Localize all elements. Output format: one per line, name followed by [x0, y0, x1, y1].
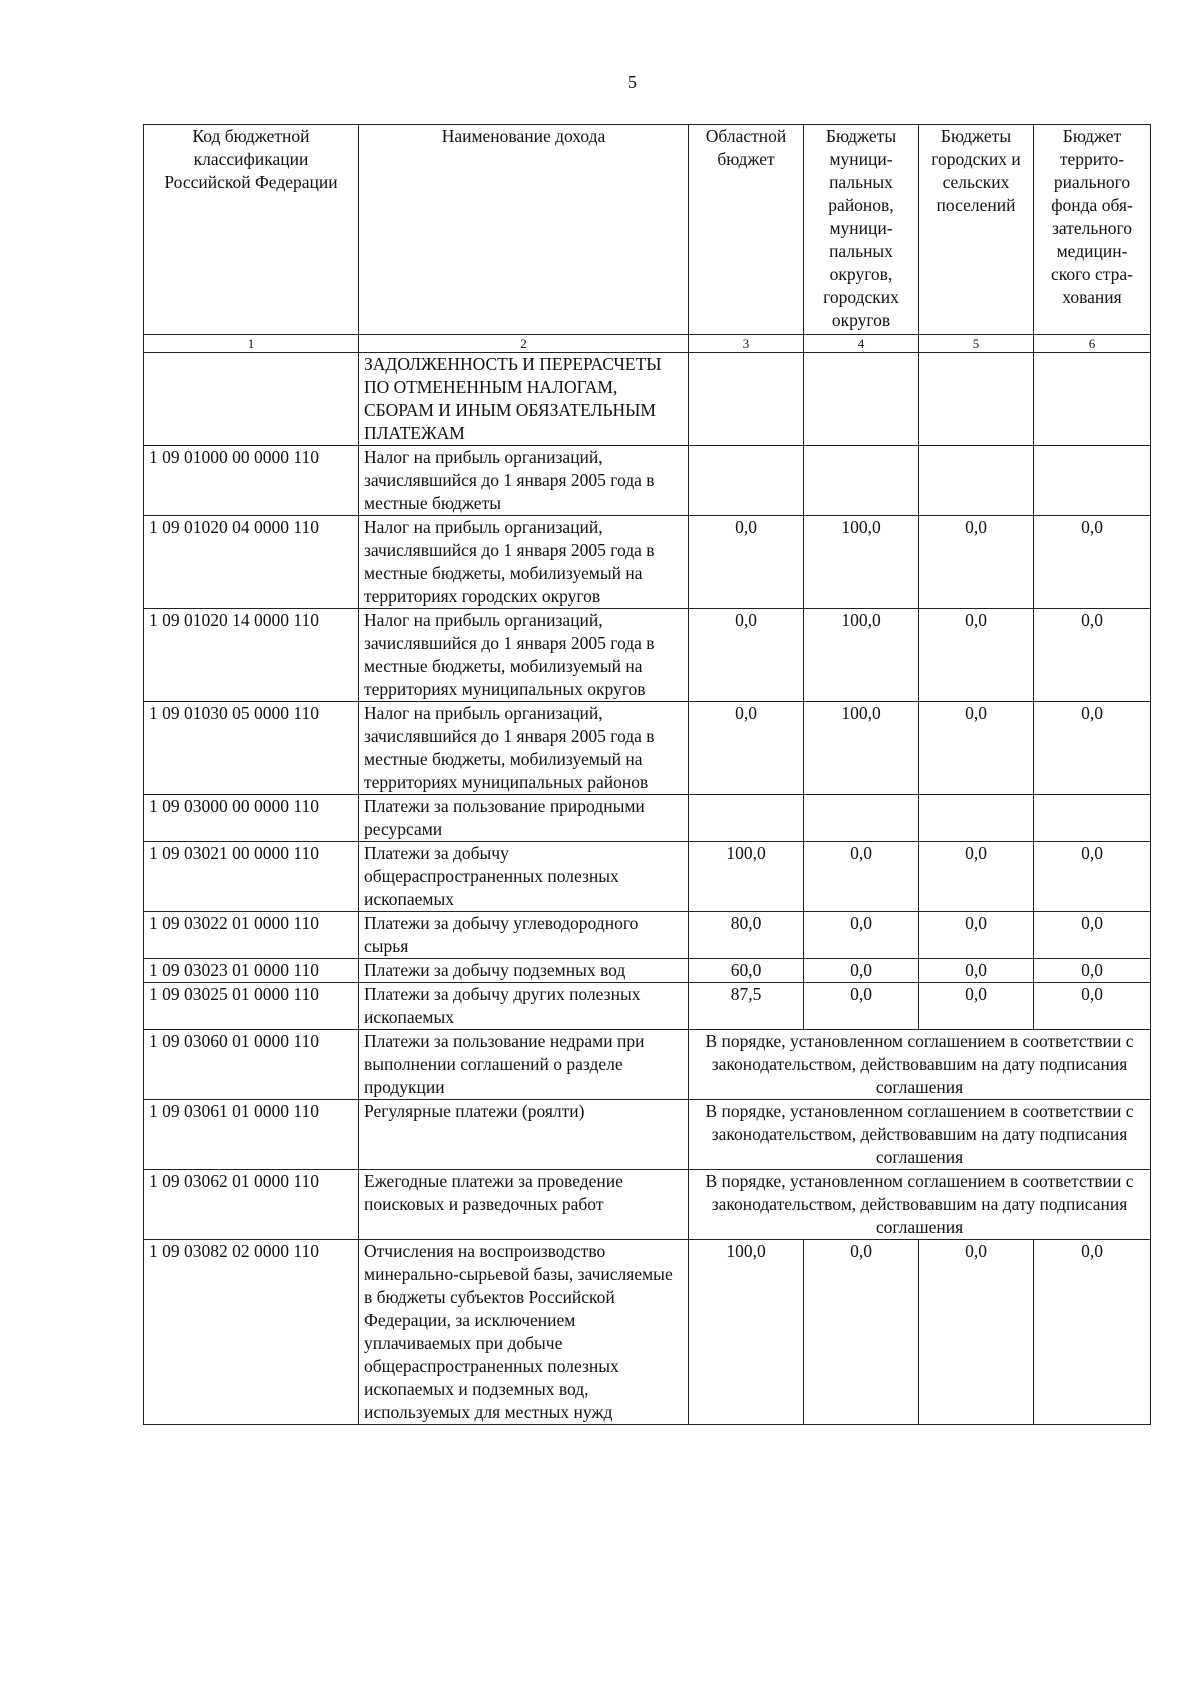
medical-fund-value: 0,0	[1034, 609, 1151, 702]
revenue-name-cell: Платежи за добычу других полезных ископаемых	[359, 983, 689, 1030]
settlement-budgets-value: 0,0	[919, 702, 1034, 795]
budget-code-cell: 1 09 03062 01 0000 110	[144, 1170, 359, 1240]
column-number: 2	[359, 335, 689, 353]
revenue-name-cell: Отчисления на воспроизводство минерально-сырьевой базы, зачисляемые в бюджеты субъектов Российской Федерации, за исключением уплачиваемых при добыче общераспространенных полезных ископаемых и подземных вод, используемых для местных нужд	[359, 1240, 689, 1425]
column-numbers-row	[144, 335, 1151, 353]
budget-code-cell: 1 09 03025 01 0000 110	[144, 983, 359, 1030]
settlement-budgets-value: 0,0	[919, 912, 1034, 959]
medical-fund-value: 0,0	[1034, 1240, 1151, 1425]
table-row	[144, 1030, 1151, 1100]
table-row	[144, 795, 1151, 842]
revenue-name-cell: Платежи за пользование природными ресурсами	[359, 795, 689, 842]
revenue-name-cell: Налог на прибыль организаций, зачислявшийся до 1 января 2005 года в местные бюджеты, мобилизуемый на территориях муниципальных округов	[359, 609, 689, 702]
settlement-budgets-value: 0,0	[919, 959, 1034, 983]
column-number: 4	[804, 335, 919, 353]
distribution-note-cell: В порядке, установленном соглашением в соответствии с законодательством, действовавшим на дату подписания соглашения	[689, 1170, 1151, 1240]
revenue-name-cell: Платежи за добычу общераспространенных полезных ископаемых	[359, 842, 689, 912]
regional-budget-value: 0,0	[689, 516, 804, 609]
regional-budget-value: 0,0	[689, 702, 804, 795]
column-number: 3	[689, 335, 804, 353]
table-row	[144, 1170, 1151, 1240]
medical-fund-value: 0,0	[1034, 842, 1151, 912]
budget-code-cell: 1 09 03022 01 0000 110	[144, 912, 359, 959]
medical-fund-value: 0,0	[1034, 516, 1151, 609]
budget-code-cell: 1 09 03000 00 0000 110	[144, 795, 359, 842]
medical-fund-value: 0,0	[1034, 702, 1151, 795]
regional-budget-value: 80,0	[689, 912, 804, 959]
table-row	[144, 959, 1151, 983]
revenue-name-cell: Ежегодные платежи за проведение поисковых и разведочных работ	[359, 1170, 689, 1240]
table-row	[144, 983, 1151, 1030]
header-row	[144, 125, 1151, 335]
regional-budget-value: 87,5	[689, 983, 804, 1030]
column-number: 6	[1034, 335, 1151, 353]
revenue-name-cell: Налог на прибыль организаций, зачислявшийся до 1 января 2005 года в местные бюджеты, мобилизуемый на территориях городских округов	[359, 516, 689, 609]
table-row	[144, 702, 1151, 795]
settlement-budgets-value	[919, 353, 1034, 446]
municipal-budgets-value: 0,0	[804, 959, 919, 983]
medical-fund-value: 0,0	[1034, 959, 1151, 983]
distribution-note-cell: В порядке, установленном соглашением в соответствии с законодательством, действовавшим на дату подписания соглашения	[689, 1030, 1151, 1100]
header-regional-budget: Областной бюджет	[689, 125, 804, 335]
table-row	[144, 912, 1151, 959]
header-settlement-budgets: Бюджеты городских и сельских поселений	[919, 125, 1034, 335]
municipal-budgets-value: 100,0	[804, 702, 919, 795]
budget-code-cell: 1 09 01020 14 0000 110	[144, 609, 359, 702]
table-row	[144, 446, 1151, 516]
municipal-budgets-value: 0,0	[804, 983, 919, 1030]
budget-code-cell: 1 09 01000 00 0000 110	[144, 446, 359, 516]
header-revenue-name: Наименование дохода	[359, 125, 689, 335]
budget-code-cell: 1 09 03023 01 0000 110	[144, 959, 359, 983]
table-row	[144, 353, 1151, 446]
header-budget-code: Код бюджетной классификации Российской Федерации	[144, 125, 359, 335]
municipal-budgets-value: 0,0	[804, 842, 919, 912]
municipal-budgets-value	[804, 795, 919, 842]
table-row	[144, 842, 1151, 912]
regional-budget-value	[689, 795, 804, 842]
regional-budget-value: 100,0	[689, 842, 804, 912]
revenue-name-cell: Платежи за добычу подземных вод	[359, 959, 689, 983]
medical-fund-value	[1034, 795, 1151, 842]
revenue-name-cell: Налог на прибыль организаций, зачислявшийся до 1 января 2005 года в местные бюджеты	[359, 446, 689, 516]
table-row	[144, 516, 1151, 609]
regional-budget-value	[689, 446, 804, 516]
revenue-name-cell: Платежи за пользование недрами при выполнении соглашений о разделе продукции	[359, 1030, 689, 1100]
table-body	[144, 353, 1151, 1425]
header-medical-insurance-fund: Бюджет террито-риального фонда обя-зательного медицин-ского стра-хования	[1034, 125, 1151, 335]
table-row	[144, 1100, 1151, 1170]
revenue-name-cell: Платежи за добычу углеводородного сырья	[359, 912, 689, 959]
column-number: 1	[144, 335, 359, 353]
revenue-name-cell: Налог на прибыль организаций, зачислявшийся до 1 января 2005 года в местные бюджеты, мобилизуемый на территориях муниципальных районов	[359, 702, 689, 795]
municipal-budgets-value	[804, 446, 919, 516]
column-number: 5	[919, 335, 1034, 353]
distribution-note-cell: В порядке, установленном соглашением в соответствии с законодательством, действовавшим на дату подписания соглашения	[689, 1100, 1151, 1170]
page-number: 5	[628, 72, 637, 92]
regional-budget-value: 0,0	[689, 609, 804, 702]
budget-code-cell: 1 09 03082 02 0000 110	[144, 1240, 359, 1425]
municipal-budgets-value: 100,0	[804, 516, 919, 609]
settlement-budgets-value: 0,0	[919, 983, 1034, 1030]
medical-fund-value: 0,0	[1034, 912, 1151, 959]
revenue-name-cell: ЗАДОЛЖЕННОСТЬ И ПЕРЕРАСЧЕТЫ ПО ОТМЕНЕННЫМ НАЛОГАМ, СБОРАМ И ИНЫМ ОБЯЗАТЕЛЬНЫМ ПЛАТЕЖАМ	[359, 353, 689, 446]
revenue-distribution-table	[143, 124, 1151, 1425]
settlement-budgets-value	[919, 795, 1034, 842]
budget-code-cell: 1 09 03060 01 0000 110	[144, 1030, 359, 1100]
municipal-budgets-value: 100,0	[804, 609, 919, 702]
table-row	[144, 1240, 1151, 1425]
medical-fund-value	[1034, 353, 1151, 446]
header-municipal-budgets: Бюджеты муници-пальных районов, муници-пальных округов, городских округов	[804, 125, 919, 335]
settlement-budgets-value: 0,0	[919, 516, 1034, 609]
revenue-name-cell: Регулярные платежи (роялти)	[359, 1100, 689, 1170]
regional-budget-value: 100,0	[689, 1240, 804, 1425]
budget-code-cell: 1 09 01030 05 0000 110	[144, 702, 359, 795]
municipal-budgets-value: 0,0	[804, 1240, 919, 1425]
regional-budget-value: 60,0	[689, 959, 804, 983]
budget-code-cell: 1 09 01020 04 0000 110	[144, 516, 359, 609]
regional-budget-value	[689, 353, 804, 446]
settlement-budgets-value: 0,0	[919, 1240, 1034, 1425]
medical-fund-value	[1034, 446, 1151, 516]
municipal-budgets-value	[804, 353, 919, 446]
medical-fund-value: 0,0	[1034, 983, 1151, 1030]
budget-code-cell: 1 09 03061 01 0000 110	[144, 1100, 359, 1170]
budget-code-cell	[144, 353, 359, 446]
settlement-budgets-value: 0,0	[919, 842, 1034, 912]
settlement-budgets-value: 0,0	[919, 609, 1034, 702]
table-row	[144, 609, 1151, 702]
budget-code-cell: 1 09 03021 00 0000 110	[144, 842, 359, 912]
settlement-budgets-value	[919, 446, 1034, 516]
municipal-budgets-value: 0,0	[804, 912, 919, 959]
